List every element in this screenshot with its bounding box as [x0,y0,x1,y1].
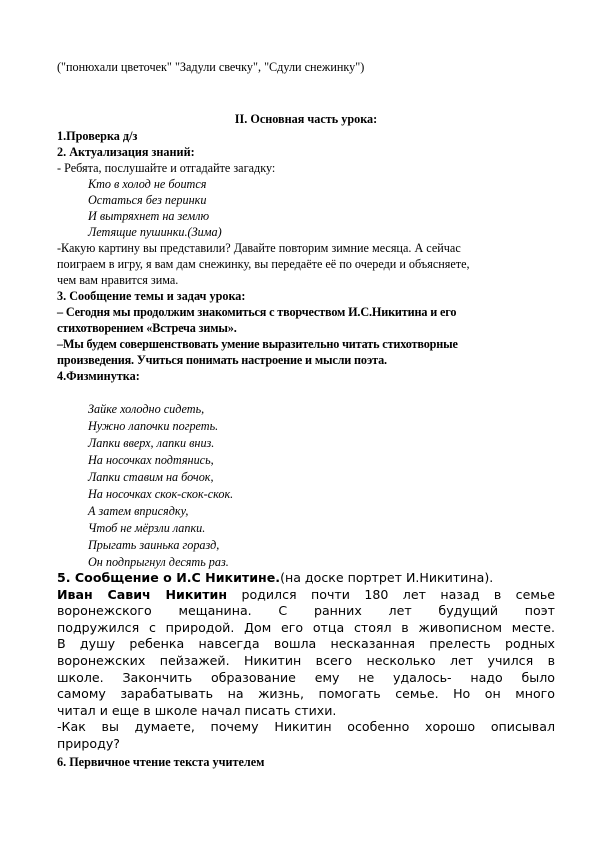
poem-line: Лапки ставим на бочок, [88,470,214,484]
intro-note [57,59,555,75]
bio-line: самому зарабатывать на жизнь, помогать семье. Но он много [57,686,555,702]
heading-first-reading [57,754,555,770]
bio-line: воронежских пейзажей. Никитин всего несколько лет учился в [57,652,555,668]
question-line: -Как вы думаете, почему Никитин особенно хорошо описывал [57,719,555,735]
riddle-line: Летящие пушинки.(Зима) [88,225,222,239]
poem-line: Он подпрыгнул десять раз. [88,555,229,569]
goal-line: стихотворением «Встреча зимы». [57,321,237,335]
poem-line: Прыгать заинька горазд, [88,538,220,552]
riddle-line: И вытряхнет на землю [88,209,210,223]
paragraph-line: чем вам нравится зима. [57,273,179,287]
section-title-text: II. Основная часть урока: [234,112,378,126]
heading-nikitin-bold: 5. Сообщение о И.С Никитине. [57,570,281,585]
bio-name: Иван Савич Никитин [57,586,228,602]
poem-line: Зайке холодно сидеть, [88,402,205,416]
poem-line: Чтоб не мёрзли лапки. [88,521,206,535]
bio-line: читал и еще в школе начал писать стихи. [57,702,337,718]
goal-line: произведения. Учиться понимать настроение и мысли поэта. [57,353,387,367]
bio-line: подружился с природой. Дом его отца стоял в живописном месте. [57,619,555,635]
heading-topic-goals: 3. Сообщение темы и задач урока: [57,289,246,303]
goal-line: – Сегодня мы продолжим знакомиться с творчеством И.С.Никитина и его [57,305,457,319]
heading-homework-check: 1.Проверка д/з [57,129,138,143]
poem-line: На носочках скок-скок-скок. [88,487,234,501]
bio-line: В душу ребенка навсегда вошла несказанная прелесть родных [57,636,555,652]
paragraph-line: -Какую картину вы представили? Давайте повторим зимние месяца. А сейчас [57,241,461,255]
riddle [57,176,555,240]
heading-first-reading-text: 6. Первичное чтение текста учителем [57,755,265,769]
goal-line: –Мы будем совершенствовать умение выразительно читать стихотворные [57,337,458,351]
intro-note-text: ("понюхали цветочек" "Задули свечку", "Сдули снежинку") [57,60,365,74]
poem-line: На носочках подтянись, [88,453,214,467]
poem-line: Нужно лапочки погреть. [88,419,219,433]
bio-line [57,587,555,604]
poem-line: Лапки вверх, лапки вниз. [88,436,215,450]
riddle-line: Кто в холод не боится [88,177,207,191]
paragraph-line: поиграем в игру, я вам дам снежинку, вы передаёте её по очереди и объясняете, [57,257,470,271]
heading-nikitin-note: (на доске портрет И.Никитина). [280,570,494,585]
bio-line: школе. Закончить образование ему не удалось- надо было [57,669,555,685]
poem-line: А затем вприсядку, [88,504,189,518]
bio-line-text: родился почти 180 лет назад в семье [227,586,555,602]
heading-knowledge-update: 2. Актуализация знаний: [57,145,195,159]
bio-line: воронежского мещанина. С ранних лет будущий поэт [57,603,555,619]
biography-block [57,570,555,753]
heading-physical-minute: 4.Физминутка: [57,369,140,383]
section-title [57,111,555,127]
exercise-poem [57,401,586,571]
riddle-intro: - Ребята, послушайте и отгадайте загадку: [57,161,276,175]
lesson-part-block [57,128,555,384]
heading-nikitin [57,570,555,587]
question-line: природу? [57,735,120,751]
riddle-line: Остаться без перинки [88,193,207,207]
